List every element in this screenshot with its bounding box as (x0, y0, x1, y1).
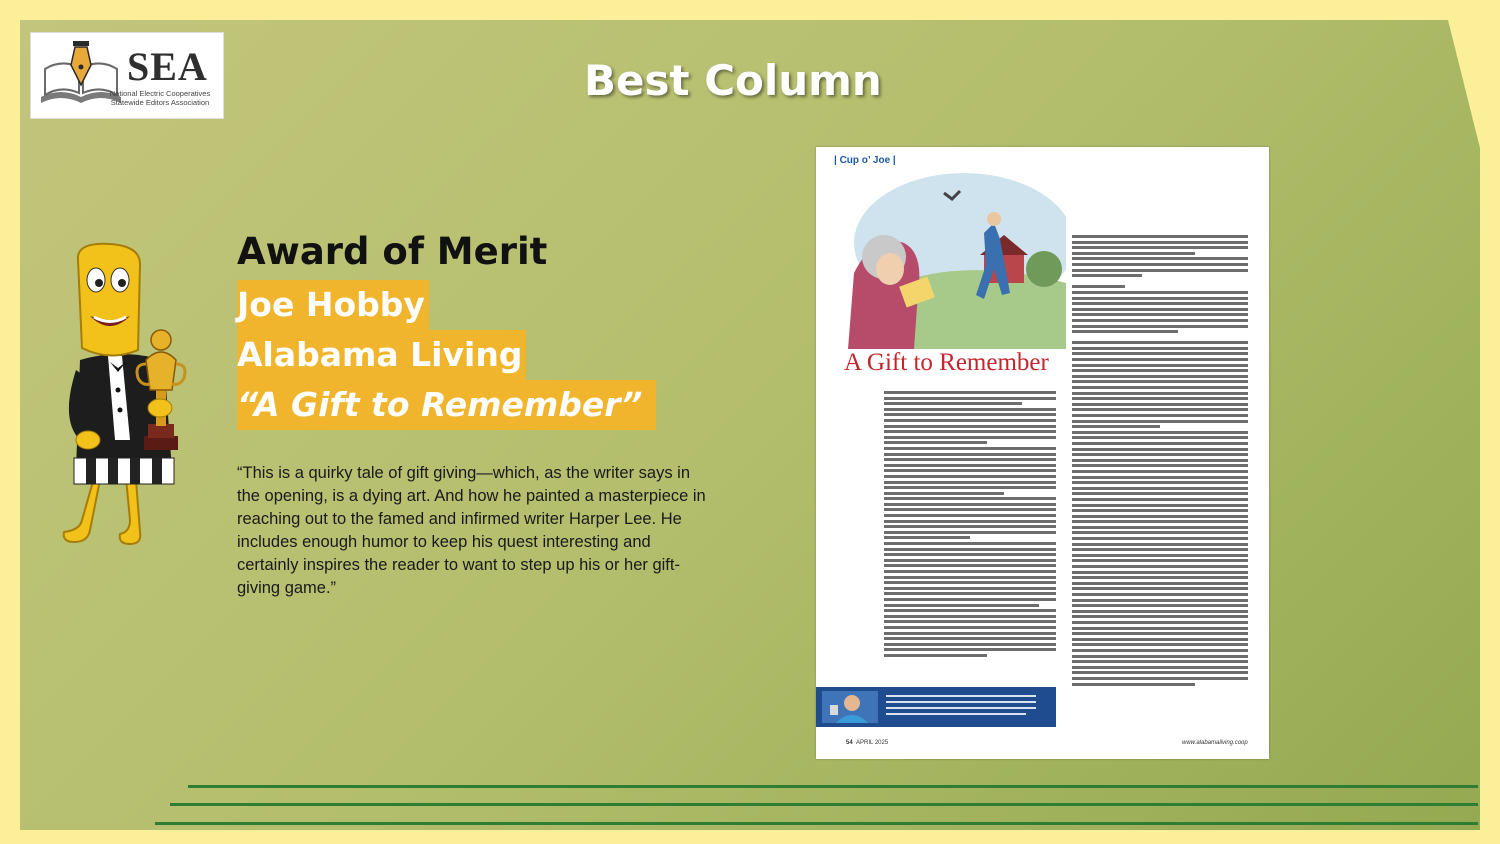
issue-date: APRIL 2025 (856, 740, 889, 746)
author-bio-box (816, 687, 1056, 727)
logo-subtitle-line-2: Statewide Editors Association (110, 98, 210, 107)
logo-subtitle-line-1: National Electric Cooperatives (109, 89, 211, 98)
sea-logo (30, 32, 224, 119)
page-number: 54 (846, 740, 853, 746)
magazine-headline: A Gift to Remember (844, 349, 1049, 376)
mascot-character-icon (60, 240, 200, 550)
logo-wordmark: SEA (127, 44, 208, 89)
author-name: Joe Hobby (237, 280, 429, 330)
decorative-stripe (188, 785, 1478, 788)
decorative-stripe (170, 803, 1478, 806)
article-column-left (884, 391, 1056, 660)
slide-title: Best Column (584, 56, 882, 105)
magazine-footer (846, 740, 888, 746)
logo-subtitle (101, 89, 219, 107)
judge-comment: “This is a quirky tale of gift giving—which, as the writer says in the opening, is a dying art. And how he painted a masterpiece in reaching out to the famed and infirmed writer Harper Lee. He includes enough humor to keep his quest interesting and certainly inspires the reader to want to step up his or her gift-giving game.” (237, 464, 706, 597)
decorative-stripe (155, 822, 1478, 825)
illustration-icon (834, 173, 1066, 349)
magazine-url: www.alabamaliving.coop (1182, 740, 1248, 746)
article-column-right (1072, 235, 1248, 688)
magazine-section-label: | Cup o’ Joe | (834, 155, 896, 166)
magazine-page-image (816, 147, 1269, 759)
award-level: Award of Merit (237, 230, 548, 273)
story-title: “A Gift to Remember” (237, 380, 656, 430)
author-photo-icon (822, 691, 878, 723)
publication-name: Alabama Living (237, 330, 526, 380)
